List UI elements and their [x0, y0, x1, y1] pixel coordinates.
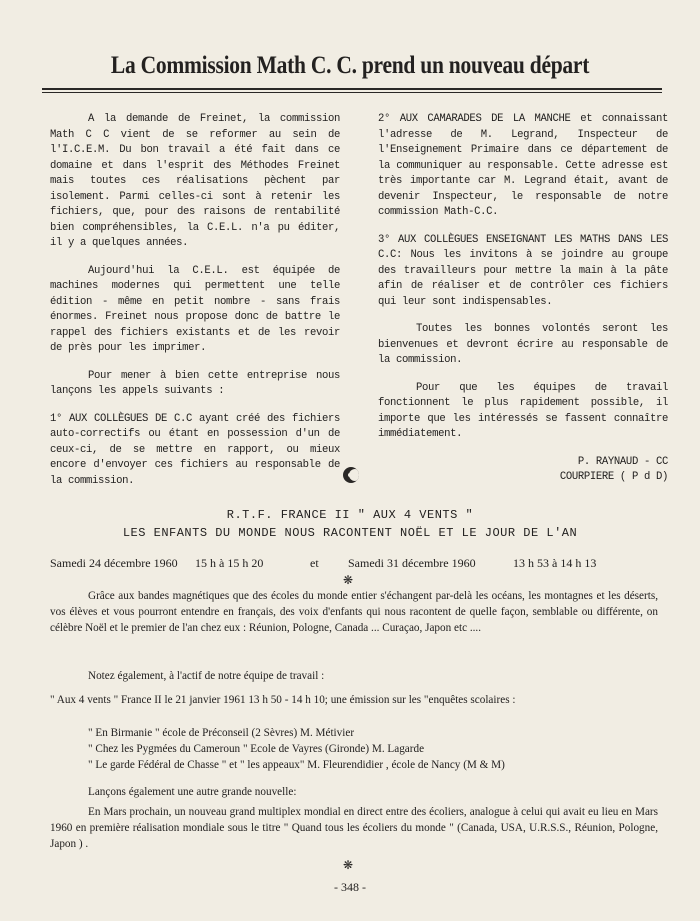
list-item: " En Birmanie " école de Préconseil (2 Sèvres) M. Métivier [88, 727, 355, 739]
launch-paragraph [50, 784, 658, 800]
date-1: Samedi 24 décembre 1960 [50, 556, 178, 570]
list-item: " Chez les Pygmées du Cameroun " Ecole de Vayres (Gironde) M. Lagarde [88, 743, 425, 755]
note-paragraph [50, 668, 658, 684]
emission-list [88, 725, 505, 773]
paragraph: 2° AUX CAMARADES DE LA MANCHE et connaissant l'adresse de M. Legrand, Inspecteur de l'Enseignement Primaire dans ce département de la communiquer au responsable. Cette adresse est très importante car M. Legrand était, avant de devenir Inspecteur, le responsable de notre commission Math-C.C. [378, 113, 668, 218]
paragraph: Aujourd'hui la C.E.L. est équipée de machines modernes qui permettent une telle édition - même en petit nombre - sans frais énormes. Freinet nous propose donc de battre le rappel des fichiers existants et de les revoir de près pour les imprimer. [50, 264, 340, 354]
multiplex-paragraph [50, 804, 658, 852]
time-2: 13 h 53 à 14 h 13 [513, 556, 597, 570]
paragraph: A la demande de Freinet, la commission Math C C vient de se reformer au sein de l'I.C.E.M. Du bon travail a été fait dans ce domaine et dans l'esprit des Méthodes Freinet mais toutes ces réalisations pèchent par isolement. Parmi celles-ci sont à retenir les fichiers, que, pour des raisons de rentabilité bien compréhensibles, la C.E.L. n'a pu éditer, il y a quelques années. [50, 113, 340, 249]
title-rule-thin [42, 92, 662, 93]
signature-place: COURPIERE ( P d D) [559, 471, 668, 483]
left-column [50, 112, 340, 501]
title-rule [42, 88, 662, 90]
paragraph: En Mars prochain, un nouveau grand multiplex mondial en direct entre des écoliers, analogue à celui qui avait eu lieu en Mars 1960 en première réalisation mondiale sous le titre " Quand tous les écoliers du monde " (Canada, USA, U.R.S.S., Réunion, Pologne, Japon ) . [50, 806, 658, 850]
list-item: " Le garde Fédéral de Chasse " et " les appeaux" M. Fleurendidier , école de Nancy (M & M) [88, 759, 505, 771]
paragraph: Pour mener à bien cette entreprise nous lançons les appels suivants : [50, 369, 340, 397]
asterism-ornament-icon: ❋ [343, 858, 354, 872]
asterism-ornament-icon: ❋ [343, 573, 354, 587]
paragraph: Pour que les équipes de travail fonctionnent le plus rapidement possible, il importe que les intéressés se fassent connaître immédiatement. [378, 381, 668, 440]
tapes-paragraph [50, 588, 658, 636]
paragraph: Lançons également une autre grande nouvelle: [88, 786, 297, 798]
paragraph: Grâce aux bandes magnétiques que des écoles du monde entier s'échangent par-delà les océans, les montagnes et les déserts, vos élèves et vous pourront entendre en français, des voix d'enfants qui nous racontent de quelle façon, semblable ou différente, on célèbre Noël et le premier de l'an chez eux : Réunion, Pologne, Canada ... Curaçao, Japon etc .... [50, 590, 658, 634]
date-conjunction: et [310, 556, 319, 570]
signature-name: P. RAYNAUD - CC [577, 455, 668, 468]
crescent-moon-icon [343, 467, 359, 483]
paragraph: 1° AUX COLLÈGUES DE C.C ayant créé des fichiers auto-correctifs ou étant en possession d'un de ceux-ci, de se mettre en rapport, ou mieux encore d'envoyer ces fichiers au responsable de la commission. [50, 412, 340, 487]
time-1: 15 h à 15 h 20 [195, 556, 264, 570]
broadcast-header: R.T.F. FRANCE II " AUX 4 VENTS " [226, 508, 474, 522]
broadcast-subtitle: LES ENFANTS DU MONDE NOUS RACONTENT NOËL ET LE JOUR DE L'AN [122, 526, 578, 540]
right-column [378, 112, 668, 486]
paragraph: 3° AUX COLLÈGUES ENSEIGNANT LES MATHS DANS LES C.C: Nous les invitons à se joindre au groupe des travailleurs pour mettre la main à la pâte afin de réaliser et de contrôler ces fichiers qui leur sont indispensables. [378, 233, 668, 308]
emission-paragraph [50, 692, 658, 708]
page-number: - 348 - [334, 880, 366, 894]
paragraph: " Aux 4 vents " France II le 21 janvier 1961 13 h 50 - 14 h 10; une émission sur les "enquêtes scolaires : [50, 694, 516, 706]
paragraph: Toutes les bonnes volontés seront les bienvenues et devront écrire au responsable de la commission. [378, 323, 668, 366]
paragraph: Notez également, à l'actif de notre équipe de travail : [88, 670, 325, 682]
page-title: La Commission Math C. C. prend un nouveau départ [110, 52, 590, 79]
date-2: Samedi 31 décembre 1960 [348, 556, 476, 570]
